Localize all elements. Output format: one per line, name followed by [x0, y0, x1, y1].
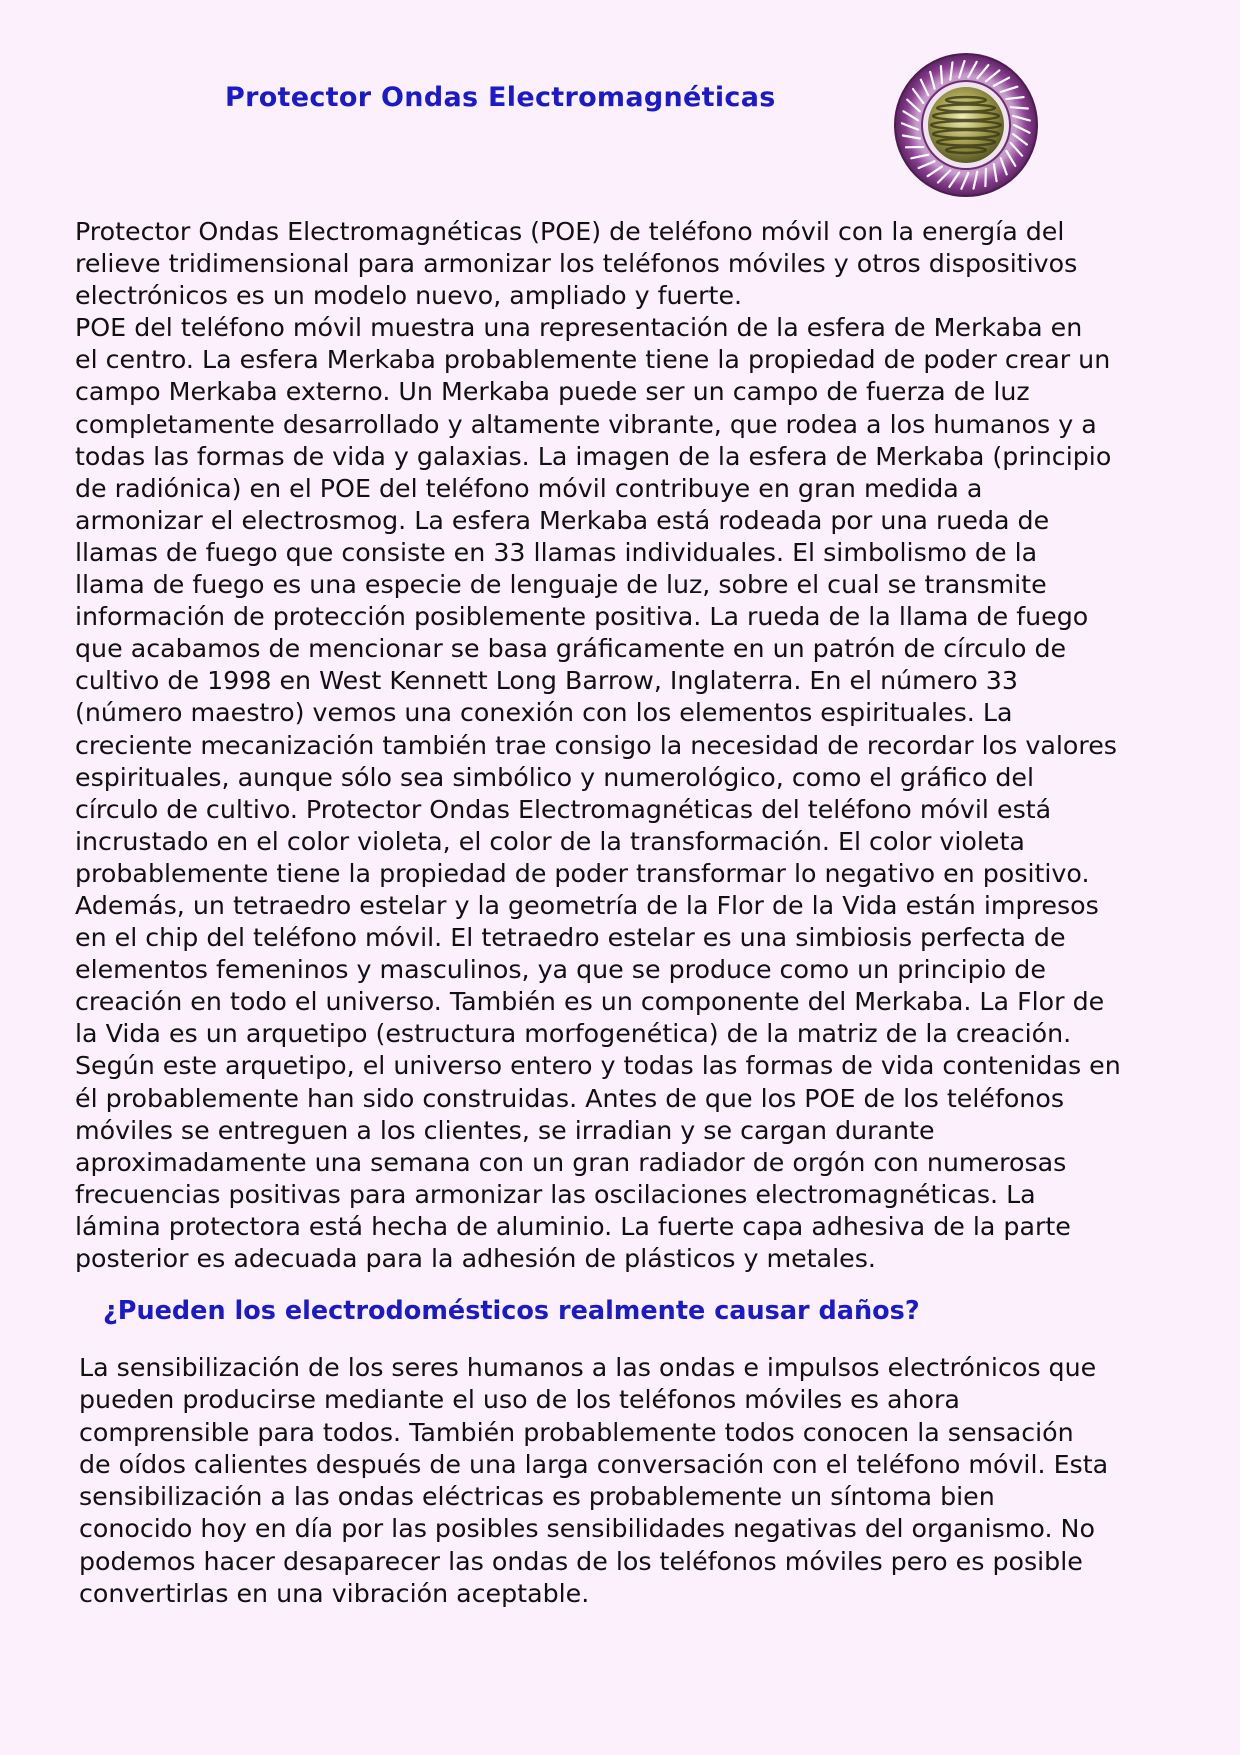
- merkaba-flame-wheel-icon: [893, 52, 1039, 198]
- page-title: Protector Ondas Electromagnéticas: [225, 82, 776, 113]
- flame-mark: [985, 169, 986, 186]
- flame-mark: [1011, 107, 1028, 108]
- flame-mark: [941, 66, 942, 83]
- section-body-text: La sensibilización de los seres humanos a las ondas e impulsos electrónicos que pueden producirse mediante el uso de los teléfonos móviles es ahora comprensible para todos. También probablemente todos conocen la sensación de oídos calientes después de una larga conversación con el teléfono móvil. Esta sensibilización a las ondas eléctricas es probablemente un síntoma bien conocido hoy en día por las posibles sensibilidades negativas del organismo. No podemos hacer desaparecer las ondas de los teléfonos móviles pero es posible convertirlas en una vibración aceptable.: [79, 1353, 1109, 1609]
- section-heading: ¿Pueden los electrodomésticos realmente causar daños?: [103, 1296, 920, 1326]
- article-intro-text: Protector Ondas Electromagnéticas (POE) de teléfono móvil con la energía del relieve tridimensional para armonizar los teléfonos móviles y otros dispositivos electrónicos es un modelo nuevo, ampliado y fuerte. POE del teléfono móvil muestra una representación de la esfera de Merkaba en el centro. La esfera Merkaba probablemente tiene la propiedad de poder crear un campo Merkaba externo. Un Merkaba puede ser un campo de fuerza de luz completamente desarrollado y altamente vibrante, que rodea a los humanos y a todas las formas de vida y galaxias. La imagen de la esfera de Merkaba (principio de radiónica) en el POE del teléfono móvil contribuye en gran medida a armonizar el electrosmog. La esfera Merkaba está rodeada por una rueda de llamas de fuego que consiste en 33 llamas individuales. El simbolismo de la llama de fuego es una especie de lenguaje de luz, sobre el cual se transmite información de protección posiblemente positiva. La rueda de la llama de fuego que acabamos de mencionar se basa gráficamente en un patrón de círculo de cultivo de 1998 en West Kennett Long Barrow, Inglaterra. En el número 33 (número maestro) vemos una conexión con los elementos espirituales. La creciente mecanización también trae consigo la necesidad de recordar los valores espirituales, aunque sólo sea simbólico y numerológico, como el gráfico del círculo de cultivo. Protector Ondas Electromagnéticas del teléfono móvil está incrustado en el color violeta, el color de la transformación. El color violeta probablemente tiene la propiedad de poder transformar lo negativo en positivo. Además, un tetraedro estelar y la geometría de la Flor de la Vida están impresos en el chip del teléfono móvil. El tetraedro estelar es una simbiosis perfecta de elementos femeninos y masculinos, ya que se produce como un principio de creación en todo el universo. También es un componente del Merkaba. La Flor de la Vida es un arquetipo (estructura morfogenética) de la matriz de la creación. Según este arquetipo, el universo entero y todas las formas de vida contenidas en él probablemente han sido construidas. Antes de que los POE de los teléfonos móviles se entreguen a los clientes, se irradian y se cargan durante aproximadamente una semana con un gran radiador de orgón con numerosas frecuencias positivas para armonizar las oscilaciones electromagnéticas. La lámina protectora está hecha de aluminio. La fuerte capa adhesiva de la parte posterior es adecuada para la adhesión de plásticos y metales.: [75, 217, 1121, 1273]
